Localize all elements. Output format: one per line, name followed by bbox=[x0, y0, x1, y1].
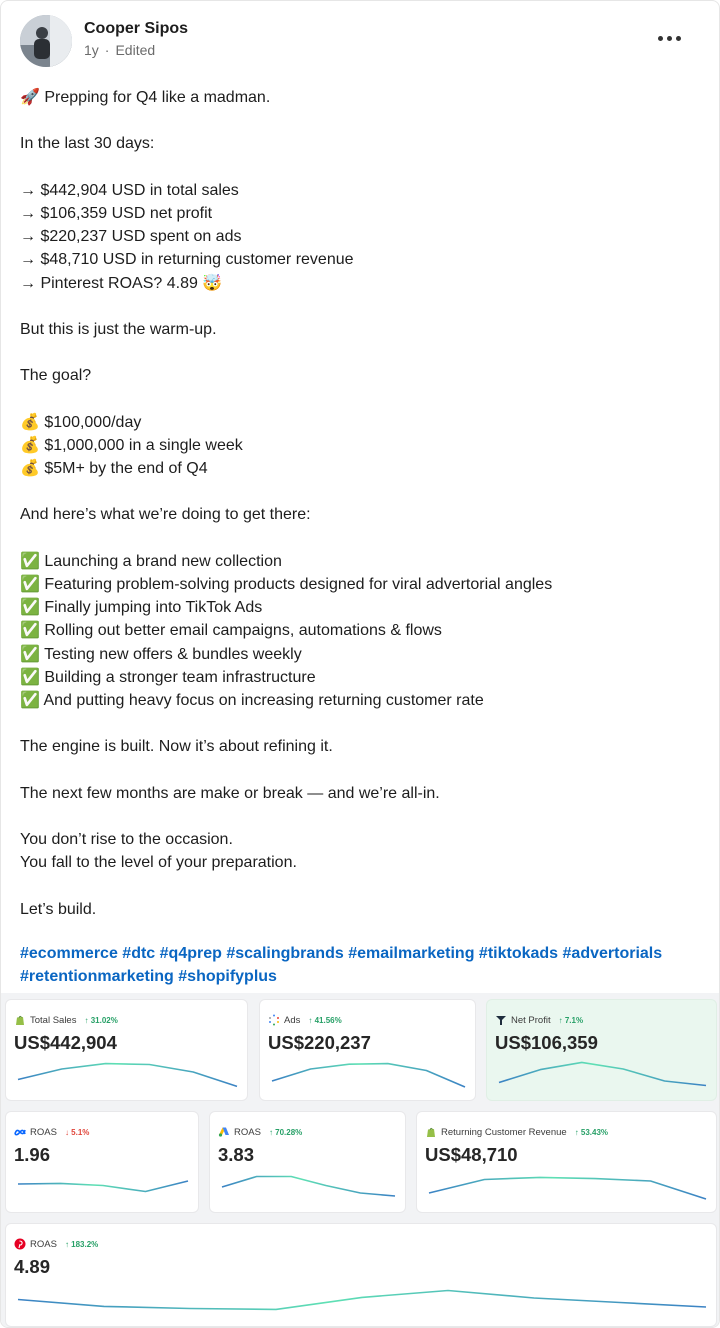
post-line: 💰 $1,000,000 in a single week bbox=[20, 436, 243, 454]
post-line: → Pinterest ROAS? 4.89 🤯 bbox=[20, 274, 223, 292]
metric-label: ROAS bbox=[30, 1126, 57, 1138]
edited-label: Edited bbox=[115, 42, 156, 58]
post-line bbox=[20, 341, 710, 364]
metric-label: ROAS bbox=[234, 1126, 261, 1138]
triple-whale-icon bbox=[495, 1014, 507, 1026]
post-line: The next few months are make or break — and we’re all-in. bbox=[20, 784, 440, 802]
ads-dots-icon bbox=[268, 1014, 280, 1026]
trend-line bbox=[499, 1062, 706, 1085]
trend-sparkline bbox=[6, 1056, 249, 1100]
metric-change: ↑ 31.02% bbox=[84, 1015, 118, 1025]
post-line: → $220,237 USD spent on ads bbox=[20, 228, 242, 246]
hashtag-link[interactable]: #scalingbrands bbox=[226, 945, 344, 962]
metric-tile bbox=[5, 1223, 717, 1327]
post-line: You don’t rise to the occasion. bbox=[20, 831, 233, 848]
metric-tile bbox=[5, 1111, 199, 1213]
post-line: → $442,904 USD in total sales bbox=[20, 181, 239, 199]
post-line: ✅ Building a stronger team infrastructure bbox=[20, 668, 316, 686]
metric-change: ↑ 53.43% bbox=[574, 1127, 609, 1137]
post-line: The engine is built. Now it’s about refining it. bbox=[20, 738, 333, 756]
meta-separator: · bbox=[104, 42, 110, 58]
post-line bbox=[20, 874, 710, 897]
trend-sparkline bbox=[417, 1168, 718, 1212]
metric-header bbox=[14, 1125, 89, 1139]
meta-icon bbox=[14, 1126, 26, 1138]
more-options-icon[interactable] bbox=[653, 27, 687, 49]
post-line: In the last 30 days: bbox=[20, 135, 155, 153]
metric-header bbox=[425, 1125, 608, 1139]
metric-value: US$106,359 bbox=[495, 1032, 598, 1053]
metric-label: Ads bbox=[284, 1014, 301, 1026]
metric-tile bbox=[209, 1111, 406, 1213]
metric-label: Net Profit bbox=[511, 1014, 551, 1026]
metric-value: US$220,237 bbox=[268, 1032, 371, 1053]
metric-tile bbox=[486, 999, 717, 1101]
metric-header bbox=[218, 1125, 302, 1139]
trend-sparkline bbox=[6, 1282, 718, 1326]
post-meta bbox=[84, 42, 155, 58]
metrics-dashboard-image bbox=[1, 993, 720, 1328]
post-line: ✅ Featuring problem-solving products designed for viral advertorial angles bbox=[20, 575, 553, 593]
post-line: ✅ Rolling out better email campaigns, automations & flows bbox=[20, 622, 442, 640]
hashtag-link[interactable]: #dtc bbox=[122, 945, 156, 962]
post-line: But this is just the warm-up. bbox=[20, 320, 217, 338]
post-line: ✅ Launching a brand new collection bbox=[20, 552, 282, 570]
trend-line bbox=[222, 1177, 395, 1197]
metric-tile bbox=[416, 1111, 717, 1213]
metric-header bbox=[495, 1013, 583, 1027]
post-line bbox=[20, 527, 710, 550]
post-line: 🚀 Prepping for Q4 like a madman. bbox=[20, 89, 271, 106]
google-ads-icon bbox=[218, 1126, 230, 1138]
trend-sparkline bbox=[260, 1056, 477, 1100]
trend-sparkline bbox=[6, 1168, 200, 1212]
metric-value: 3.83 bbox=[218, 1144, 255, 1165]
trend-sparkline bbox=[210, 1168, 407, 1212]
post-line bbox=[20, 805, 710, 828]
trend-sparkline bbox=[487, 1056, 718, 1100]
post-line bbox=[20, 712, 710, 735]
metric-change: ↑ 7.1% bbox=[558, 1015, 584, 1025]
post-line: → $106,359 USD net profit bbox=[20, 204, 213, 222]
shopify-icon bbox=[14, 1014, 26, 1026]
metric-change: ↑ 183.2% bbox=[64, 1239, 99, 1249]
metric-label: ROAS bbox=[30, 1238, 57, 1250]
metric-value: US$442,904 bbox=[14, 1032, 117, 1053]
post-line: 💰 $5M+ by the end of Q4 bbox=[20, 460, 208, 477]
hashtag-link[interactable]: #ecommerce bbox=[20, 945, 118, 962]
trend-line bbox=[429, 1177, 706, 1199]
post-line: The goal? bbox=[20, 367, 92, 385]
post-line bbox=[20, 480, 710, 503]
hashtag-link[interactable]: #tiktokads bbox=[478, 945, 559, 962]
post-line bbox=[20, 758, 710, 781]
post-line: 💰 $100,000/day bbox=[20, 413, 142, 431]
metric-value: 1.96 bbox=[14, 1144, 51, 1165]
post-line: ✅ Testing new offers & bundles weekly bbox=[20, 645, 302, 663]
metric-change: ↑ 41.56% bbox=[308, 1015, 342, 1025]
metric-change: ↑ 70.28% bbox=[268, 1127, 303, 1137]
post-line bbox=[20, 295, 710, 318]
metric-change: ↓ 5.1% bbox=[64, 1127, 90, 1137]
metric-label: Total Sales bbox=[30, 1014, 77, 1026]
post-body bbox=[20, 86, 710, 921]
hashtag-link[interactable]: #emailmarketing bbox=[348, 945, 475, 962]
trend-line bbox=[18, 1291, 706, 1310]
metric-header bbox=[268, 1013, 342, 1027]
metric-value: 4.89 bbox=[14, 1256, 51, 1277]
hashtag-link[interactable]: #shopifyplus bbox=[178, 968, 277, 986]
author-avatar[interactable] bbox=[20, 15, 72, 67]
metric-value: US$48,710 bbox=[425, 1144, 518, 1165]
post-line bbox=[20, 387, 710, 410]
metric-tile bbox=[259, 999, 476, 1101]
trend-line bbox=[18, 1064, 237, 1087]
hashtag-link[interactable]: #q4prep bbox=[159, 945, 222, 962]
post-line bbox=[20, 156, 710, 179]
post-line: Let’s build. bbox=[20, 900, 97, 918]
pinterest-icon bbox=[14, 1238, 26, 1250]
metric-header bbox=[14, 1237, 98, 1251]
post-age: 1y bbox=[84, 42, 99, 58]
post-line: ✅ And putting heavy focus on increasing returning customer rate bbox=[20, 691, 484, 709]
post-line: You fall to the level of your preparation. bbox=[20, 854, 297, 872]
post-line bbox=[20, 109, 710, 132]
hashtag-link[interactable]: #retentionmarketing bbox=[20, 968, 174, 986]
trend-line bbox=[18, 1181, 188, 1192]
metric-tile bbox=[5, 999, 248, 1101]
shopify-icon bbox=[425, 1126, 437, 1138]
metric-header bbox=[14, 1013, 118, 1027]
post-line: ✅ Finally jumping into TikTok Ads bbox=[20, 599, 263, 617]
author-name[interactable]: Cooper Sipos bbox=[84, 20, 189, 37]
post-line: And here’s what we’re doing to get there: bbox=[20, 506, 311, 524]
metric-label: Returning Customer Revenue bbox=[441, 1126, 567, 1138]
hashtag-link[interactable]: #advertorials bbox=[562, 945, 663, 962]
post-line: → $48,710 USD in returning customer revenue bbox=[20, 251, 354, 269]
post-hashtags bbox=[20, 942, 710, 988]
trend-line bbox=[272, 1064, 465, 1087]
